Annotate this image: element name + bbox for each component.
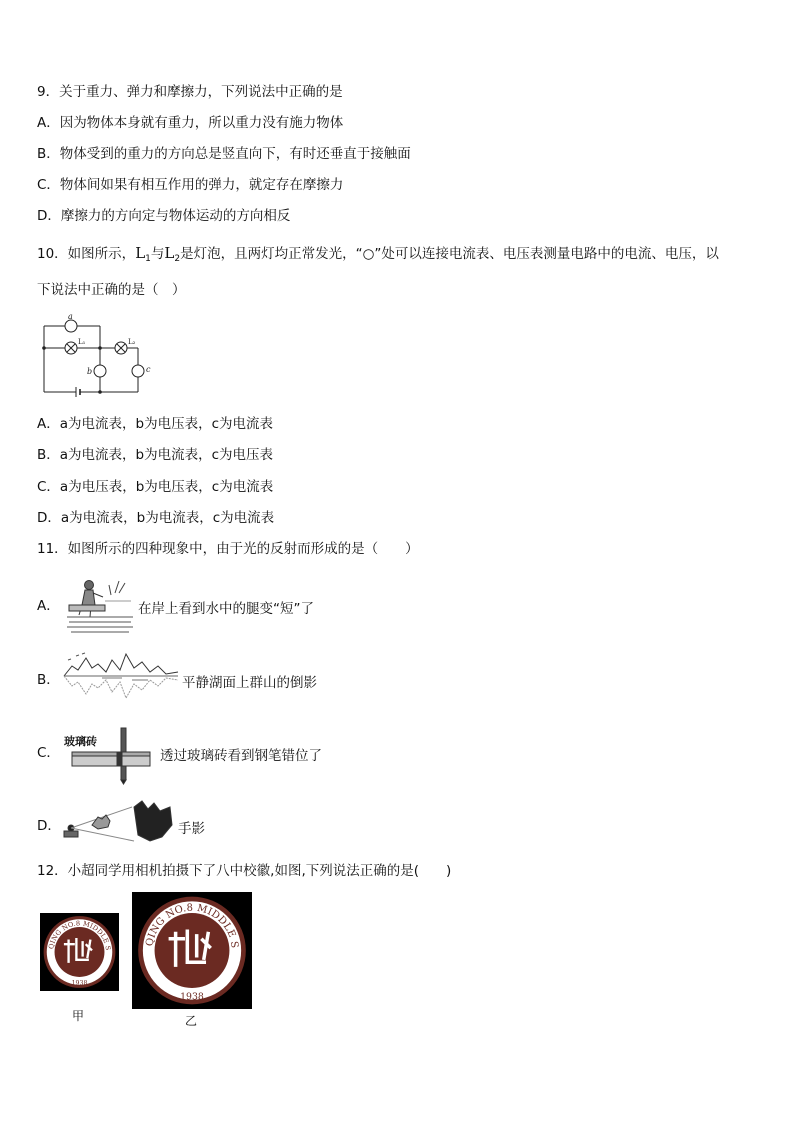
lamp-l1-icon <box>65 342 77 354</box>
svg-text:CHONGQING NO.8 MIDDLE SCHOOL: CHONGQING NO.8 MIDDLE SCHOOL <box>129 884 240 949</box>
q9-stem: 9．关于重力、弹力和摩擦力，下列说法中正确的是 <box>37 84 343 100</box>
q11-option-b-image <box>62 650 180 700</box>
q11-option-d-text: 手影 <box>178 821 205 837</box>
q9-option-d: D．摩擦力的方向定与物体运动的方向相反 <box>37 208 291 224</box>
q10-stem <box>37 244 719 268</box>
q11-stem: 11．如图所示的四种现象中，由于光的反射而形成的是（ ） <box>37 541 419 557</box>
q9-option-c: C．物体间如果有相互作用的弹力，就定存在摩擦力 <box>37 177 344 193</box>
q10-l-symbol-2: L <box>164 244 175 262</box>
q9-option-b: B．物体受到的重力的方向总是竖直向下，有时还垂直于接触面 <box>37 146 411 162</box>
q11-option-b-text: 平静湖面上群山的倒影 <box>182 675 317 691</box>
q10-stem-line2: 下说法中正确的是（ ） <box>37 282 186 298</box>
junction-dot <box>98 390 102 394</box>
meter-a <box>65 320 77 332</box>
svg-text:1938: 1938 <box>180 991 204 1003</box>
q11-option-c-image <box>64 726 156 784</box>
caption-yi: 乙 <box>185 1014 198 1028</box>
q11-option-a-label: A． <box>37 598 60 614</box>
label-c: c <box>146 365 151 374</box>
q10-stem-pre: 10．如图所示， <box>37 246 136 262</box>
lamp-l2-icon <box>115 342 127 354</box>
label-l2: L₂ <box>128 338 136 346</box>
q11-option-d-label: D． <box>37 818 61 834</box>
q11-option-a-text: 在岸上看到水中的腿变“短”了 <box>138 601 314 617</box>
q10-stem-post: 是灯泡，且两灯均正常发光，“○”处可以连接电流表、电压表测量电路中的电流、电压，以 <box>180 246 719 262</box>
junction-dot <box>98 346 102 350</box>
q11-option-c-image-caption: 玻璃砖 <box>64 735 97 748</box>
q10-sub1: 1 <box>145 254 151 264</box>
q10-option-c: C．a为电压表，b为电压表，c为电流表 <box>37 479 274 495</box>
q11-option-c-label: C． <box>37 745 60 761</box>
meter-b <box>94 365 106 377</box>
badge-jia-image <box>37 907 119 991</box>
q10-sub2: 2 <box>174 254 181 264</box>
q10-circuit-diagram <box>40 312 160 398</box>
svg-text:1938: 1938 <box>71 979 88 987</box>
meter-c <box>132 365 144 377</box>
q11-option-b-label: B． <box>37 672 60 688</box>
q10-l-symbol: L <box>135 244 146 262</box>
svg-text:CHONGQING NO.8 MIDDLE SCHOOL: CHONGQING NO.8 MIDDLE SCHOOL <box>37 907 113 951</box>
junction-dot <box>42 346 46 350</box>
q12-stem: 12．小超同学用相机拍摄下了八中校徽,如图,下列说法正确的是( ) <box>37 863 452 879</box>
q10-option-a: A．a为电流表，b为电压表，c为电流表 <box>37 416 273 432</box>
caption-jia: 甲 <box>72 1009 85 1023</box>
q11-option-c-text: 透过玻璃砖看到钢笔错位了 <box>160 748 322 764</box>
q9-option-a: A．因为物体本身就有重力，所以重力没有施力物体 <box>37 115 344 131</box>
q10-with: 与 <box>150 246 165 262</box>
badge-yi-image <box>129 884 252 1009</box>
label-l1: L₁ <box>78 338 86 346</box>
q11-option-d-image <box>62 797 174 845</box>
label-a: a <box>68 312 73 321</box>
label-b: b <box>87 367 93 376</box>
q11-option-a-image <box>65 575 135 637</box>
q10-option-d: D．a为电流表，b为电流表，c为电流表 <box>37 510 275 526</box>
badge-jia-frame <box>37 907 119 991</box>
q10-option-b: B．a为电流表，b为电流表，c为电压表 <box>37 447 274 463</box>
badge-yi-frame <box>129 884 252 1009</box>
